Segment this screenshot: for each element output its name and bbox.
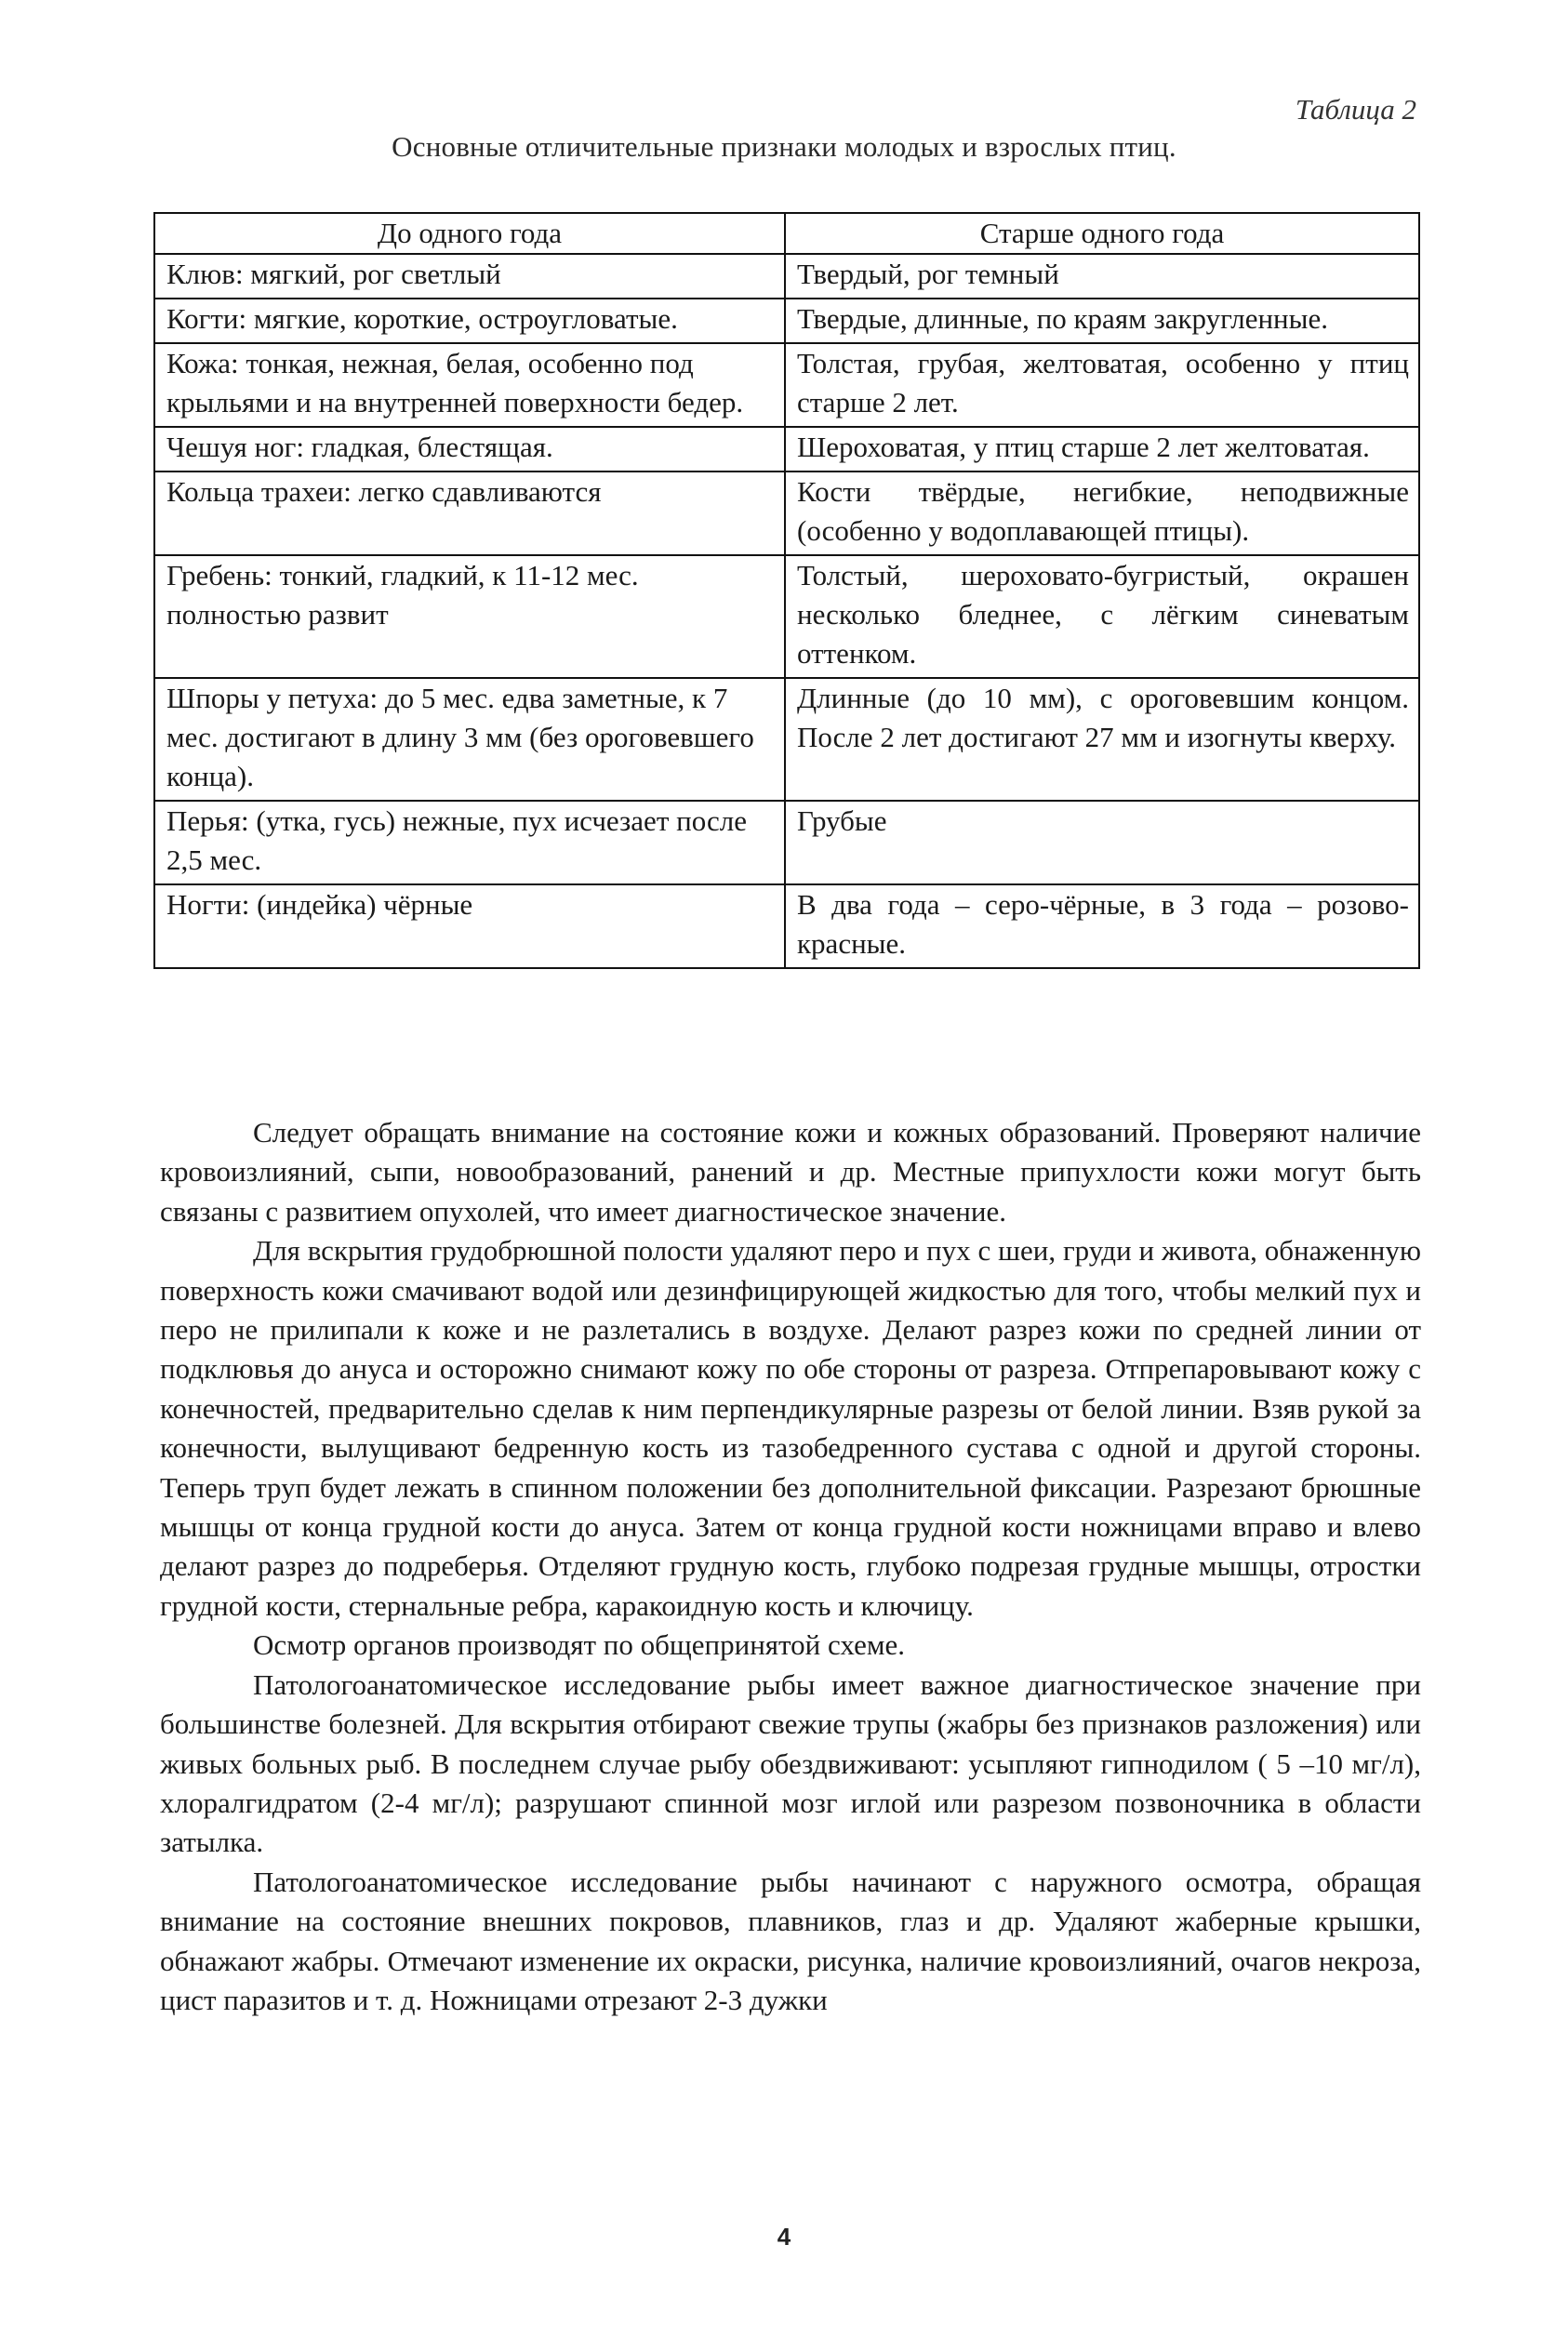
table-row <box>154 299 1419 343</box>
paragraph: Осмотр органов производят по общепринятой схеме. <box>253 1628 905 1662</box>
cell-young: Клюв: мягкий, рог светлый <box>154 254 785 299</box>
paragraph: Патологоанатомическое исследование рыбы имеет важное диагностическое значение при большинстве болезней. Для вскрытия отбирают свежие трупы (жабры без признаков разложения) или живых больных рыб. В последнем случае рыбу обездвиживают: усыпляют гипнодилом ( 5 –10 мг/л), хлоралгидратом (2-4 мг/л); разрушают спинной мозг иглой или разрезом позвоночника в области затылка. <box>160 1667 1421 1859</box>
cell-adult: Толстая, грубая, желтоватая, особенно у птиц старше 2 лет. <box>785 343 1419 427</box>
cell-adult: Кости твёрдые, негибкие, неподвижные (особенно у водоплавающей птицы). <box>785 472 1419 555</box>
paragraph: Патологоанатомическое исследование рыбы начинают с наружного осмотра, обращая внимание на состояние внешних покровов, плавников, глаз и др. Удаляют жаберные крышки, обнажают жабры. Отмечают изменение их окраски, рисунка, наличие кровоизлияний, очагов некроза, цист паразитов и т. д. Ножницами отрезают 2-3 дужки <box>160 1865 1421 2016</box>
cell-adult: В два года – серо-чёрные, в 3 года – розово-красные. <box>785 884 1419 968</box>
table-row <box>154 343 1419 427</box>
table-header-row <box>154 213 1419 254</box>
paragraph: Для вскрытия грудобрюшной полости удаляют перо и пух с шеи, груди и живота, обнаженную поверхность кожи смачивают водой или дезинфицирующей жидкостью для того, чтобы мелкий пух и перо не прилипали к коже и не разлетались в воздухе. Делают разрез кожи по средней линии от подклювья до ануса и осторожно снимают кожу по обе стороны от разреза. Отпрепаровывают кожу с конечностей, предварительно сделав к ним перпендикулярные разрезы от белой линии. Взяв рукой за конечности, вылущивают бедренную кость из тазобедренного сустава с одной и другой стороны. Теперь труп будет лежать в спинном положении без дополнительной фиксации. Разрезают брюшные мышцы от конца грудной кости до ануса. Затем от конца грудной кости ножницами вправо и влево делают разрез до подреберья. Отделяют грудную кость, глубоко подрезая грудные мышцы, отростки грудной кости, стернальные ребра, каракоидную кость и ключицу. <box>160 1234 1421 1622</box>
cell-young: Шпоры у петуха: до 5 мес. едва заметные, к 7 мес. достигают в длину 3 мм (без ороговевшего конца). <box>154 678 785 801</box>
cell-adult: Толстый, шероховато-бугристый, окрашен несколько бледнее, с лёгким синеватым оттенком. <box>785 555 1419 678</box>
paragraph: Следует обращать внимание на состояние кожи и кожных образований. Проверяют наличие кровоизлияний, сыпи, новообразований, ранений и др. Местные припухлости кожи могут быть связаны с развитием опухолей, что имеет диагностическое значение. <box>160 1116 1421 1228</box>
column-header-young: До одного года <box>154 213 785 254</box>
cell-adult: Шероховатая, у птиц старше 2 лет желтоватая. <box>785 427 1419 472</box>
cell-adult: Длинные (до 10 мм), с ороговевшим концом. После 2 лет достигают 27 мм и изогнуты кверху. <box>785 678 1419 801</box>
table-row <box>154 884 1419 968</box>
cell-young: Кольца трахеи: легко сдавливаются <box>154 472 785 555</box>
table-row <box>154 472 1419 555</box>
page-number: 4 <box>777 2223 791 2251</box>
table-row <box>154 427 1419 472</box>
bird-age-signs-table <box>153 212 1420 969</box>
column-header-adult: Старше одного года <box>785 213 1419 254</box>
table-row <box>154 801 1419 884</box>
table-label: Таблица 2 <box>1295 93 1416 126</box>
body-text <box>160 1113 1421 2020</box>
table-row <box>154 555 1419 678</box>
table-title: Основные отличительные признаки молодых и взрослых птиц. <box>392 130 1176 163</box>
cell-adult: Твердый, рог темный <box>785 254 1419 299</box>
cell-adult: Грубые <box>785 801 1419 884</box>
cell-young: Перья: (утка, гусь) нежные, пух исчезает после 2,5 мес. <box>154 801 785 884</box>
cell-young: Ногти: (индейка) чёрные <box>154 884 785 968</box>
cell-young: Гребень: тонкий, гладкий, к 11-12 мес. полностью развит <box>154 555 785 678</box>
cell-young: Чешуя ног: гладкая, блестящая. <box>154 427 785 472</box>
table-row <box>154 254 1419 299</box>
cell-young: Кожа: тонкая, нежная, белая, особенно под крыльями и на внутренней поверхности бедер. <box>154 343 785 427</box>
cell-adult: Твердые, длинные, по краям закругленные. <box>785 299 1419 343</box>
cell-young: Когти: мягкие, короткие, остроугловатые. <box>154 299 785 343</box>
table-row <box>154 678 1419 801</box>
